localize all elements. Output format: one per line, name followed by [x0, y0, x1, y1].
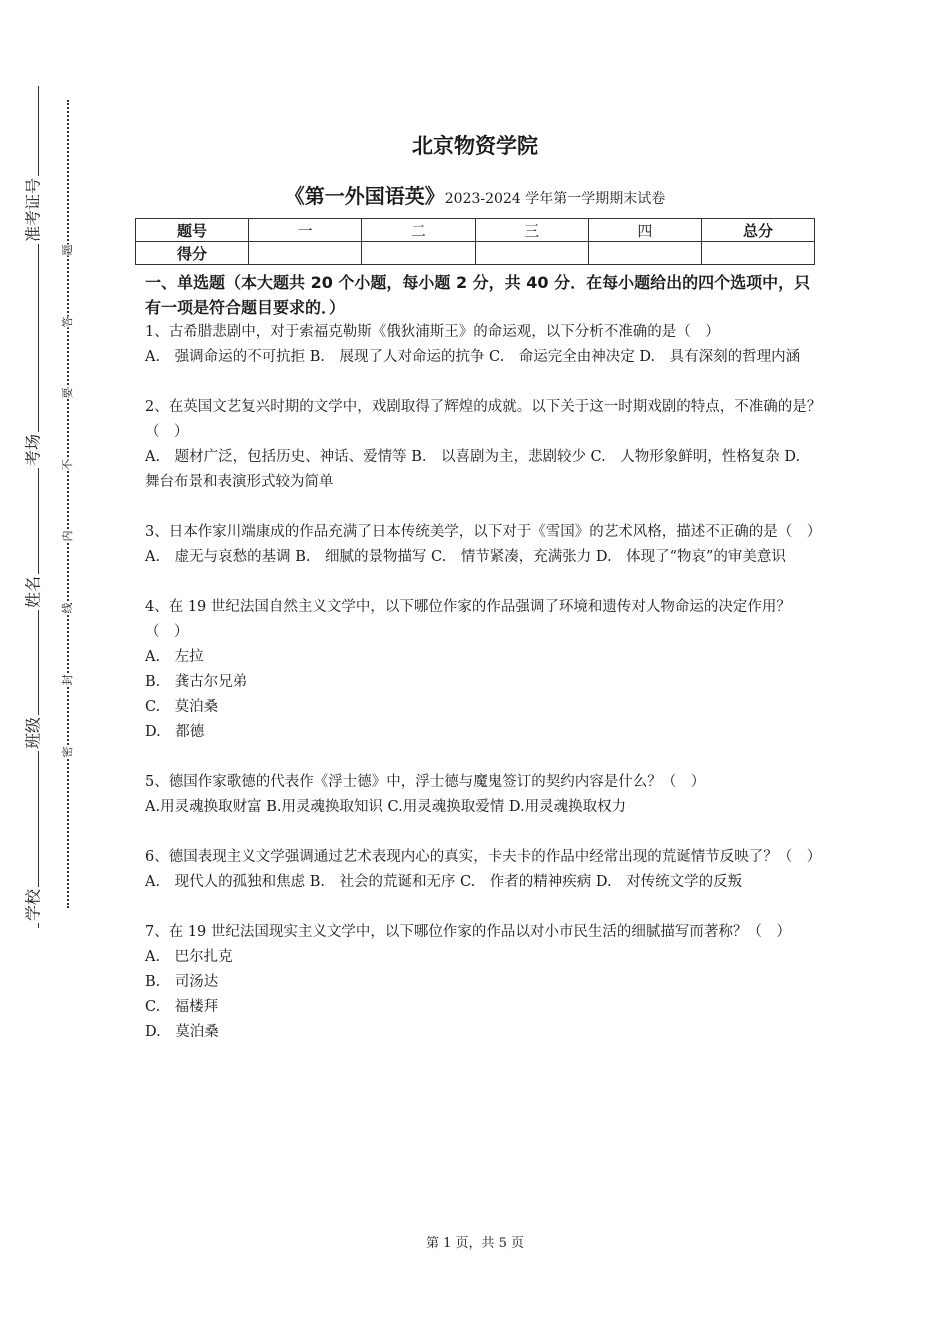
score-table	[135, 218, 815, 265]
question	[145, 770, 825, 820]
question-stem: 2、在英国文艺复兴时期的文学中，戏剧取得了辉煌的成就。以下关于这一时期戏剧的特点，不准确的是？（ ）	[145, 399, 822, 440]
row-header-question-no: 题号	[136, 219, 249, 242]
option-d: D. 都德	[145, 724, 205, 740]
question	[145, 320, 825, 370]
exam-content	[145, 270, 825, 1045]
school-label: 学校	[21, 887, 44, 923]
question-stem: 5、德国作家歌德的代表作《浮士德》中，浮士德与魔鬼签订的契约内容是什么？（ ）	[145, 774, 706, 790]
question-options: A. 虚无与哀愁的基调 B. 细腻的景物描写 C. 情节紧凑，充满张力 D. 体现了“物哀”的审美意识	[145, 549, 786, 565]
school-name: 北京物资学院	[412, 134, 538, 158]
column-header: 三	[475, 219, 588, 242]
score-cell	[249, 242, 362, 265]
class-label: 班级	[21, 715, 44, 751]
seal-char: 题	[61, 244, 74, 256]
seal-char: 要	[61, 387, 74, 399]
question	[145, 395, 825, 495]
seal-char: 答	[61, 316, 74, 328]
seal-char: 内	[61, 530, 74, 542]
exam-title	[0, 180, 950, 209]
column-header: 四	[588, 219, 701, 242]
score-cell	[475, 242, 588, 265]
option-b: B. 司汤达	[145, 974, 219, 990]
option-c: C. 莫泊桑	[145, 699, 219, 715]
score-table-score-row	[136, 242, 815, 265]
exam-id-label: 准考证号	[21, 176, 44, 244]
question-options: A. 强调命运的不可抗拒 B. 展现了人对命运的抗争 C. 命运完全由神决定 D. 具有深刻的哲理内涵	[145, 349, 801, 365]
question-options: A. 题材广泛，包括历史、神话、爱情等 B. 以喜剧为主，悲剧较少 C. 人物形象鲜明，性格复杂 D. 舞台布景和表演形式较为简单	[145, 449, 815, 490]
question	[145, 920, 825, 1045]
option-b: B. 龚古尔兄弟	[145, 674, 248, 690]
course-name: 《第一外国语英》	[284, 184, 445, 208]
exam-term: 2023-2024 学年第一学期期末试卷	[444, 191, 666, 207]
question	[145, 845, 825, 895]
question-stem: 3、日本作家川端康成的作品充满了日本传统美学，以下对于《雪国》的艺术风格，描述不正确的是（ ）	[145, 524, 822, 540]
option-c: C. 福楼拜	[145, 999, 219, 1015]
row-header-score: 得分	[136, 242, 249, 265]
seal-char: 线	[61, 602, 74, 614]
question-options: A. 现代人的孤独和焦虑 B. 社会的荒诞和无序 C. 作者的精神疾病 D. 对传统文学的反叛	[145, 874, 743, 890]
question-stem: 1、古希腊悲剧中，对于索福克勒斯《俄狄浦斯王》的命运观，以下分析不准确的是（ ）	[145, 324, 720, 340]
column-header: 二	[362, 219, 475, 242]
score-cell	[702, 242, 815, 265]
section-title: 一、单选题（本大题共 20 个小题，每小题 2 分，共 40 分．在每小题给出的四个选项中，只有一项是符合题目要求的．）	[145, 273, 811, 317]
seal-char: 封	[61, 674, 74, 686]
question-stem: 4、在 19 世纪法国自然主义文学中，以下哪位作家的作品强调了环境和遗传对人物命运的决定作用？（ ）	[145, 599, 791, 640]
question-stem: 6、德国表现主义文学强调通过艺术表现内心的真实，卡夫卡的作品中经常出现的荒诞情节反映了？（ ）	[145, 849, 822, 865]
question-options: A.用灵魂换取财富 B.用灵魂换取知识 C.用灵魂换取爱情 D.用灵魂换取权力	[145, 799, 627, 815]
option-a: A. 左拉	[145, 649, 204, 665]
seal-char: 密	[61, 746, 74, 758]
question-stem: 7、在 19 世纪法国现实主义文学中，以下哪位作家的作品以对小市民生活的细腻描写而著称？（ ）	[145, 924, 791, 940]
score-cell	[588, 242, 701, 265]
seal-char: 不	[61, 459, 74, 471]
column-header-total: 总分	[702, 219, 815, 242]
name-label: 姓名	[21, 574, 44, 610]
question	[145, 595, 825, 745]
column-header: 一	[249, 219, 362, 242]
score-cell	[362, 242, 475, 265]
option-a: A. 巴尔扎克	[145, 949, 233, 965]
question	[145, 520, 825, 570]
binding-dotted-line	[67, 100, 69, 908]
page-footer: 第 1 页，共 5 页	[425, 1236, 525, 1251]
score-table-header-row	[136, 219, 815, 242]
exam-room-label: 考场	[21, 432, 44, 468]
option-d: D. 莫泊桑	[145, 1024, 219, 1040]
